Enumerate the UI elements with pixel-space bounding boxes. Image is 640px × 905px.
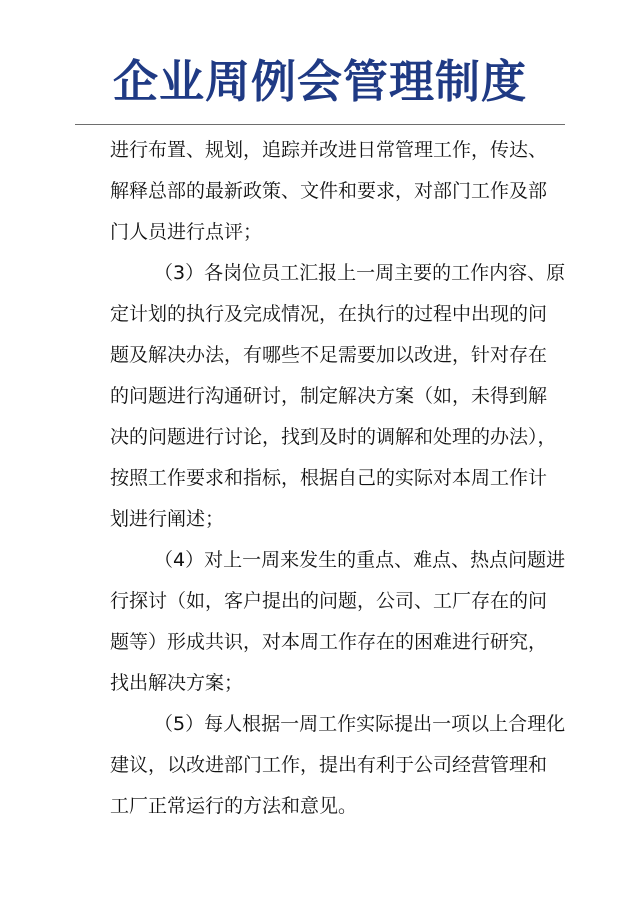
text-line: 门人员进行点评； bbox=[110, 221, 263, 243]
text-line: （5）每人根据一周工作实际提出一项以上合理化 bbox=[154, 713, 566, 735]
document-title: 企业周例会管理制度 bbox=[112, 55, 527, 108]
text-line: （4）对上一周来发生的重点、难点、热点问题进 bbox=[154, 549, 566, 571]
text-line: 建议，以改进部门工作，提出有利于公司经营管理和 bbox=[110, 754, 548, 776]
text-line: 定计划的执行及完成情况，在执行的过程中出现的问 bbox=[110, 303, 548, 325]
text-line: （3）各岗位员工汇报上一周主要的工作内容、原 bbox=[154, 262, 566, 284]
text-line: 题等）形成共识，对本周工作存在的困难进行研究， bbox=[110, 631, 548, 653]
title-divider bbox=[75, 124, 565, 125]
text-line: 的问题进行沟通研讨，制定解决方案（如，未得到解 bbox=[110, 385, 548, 407]
document-body bbox=[110, 130, 572, 827]
text-line: 决的问题进行讨论，找到及时的调解和处理的办法）， bbox=[110, 426, 557, 448]
text-line: 划进行阐述； bbox=[110, 508, 225, 530]
text-line: 找出解决方案； bbox=[110, 672, 244, 694]
text-line: 进行布置、规划，追踪并改进日常管理工作，传达、 bbox=[110, 139, 548, 161]
text-line: 工厂正常运行的方法和意见。 bbox=[110, 795, 358, 817]
text-line: 按照工作要求和指标，根据自己的实际对本周工作计 bbox=[110, 467, 548, 489]
text-line: 题及解决办法，有哪些不足需要加以改进，针对存在 bbox=[110, 344, 548, 366]
text-line: 行探讨（如，客户提出的问题，公司、工厂存在的问 bbox=[110, 590, 548, 612]
text-line: 解释总部的最新政策、文件和要求，对部门工作及部 bbox=[110, 180, 548, 202]
